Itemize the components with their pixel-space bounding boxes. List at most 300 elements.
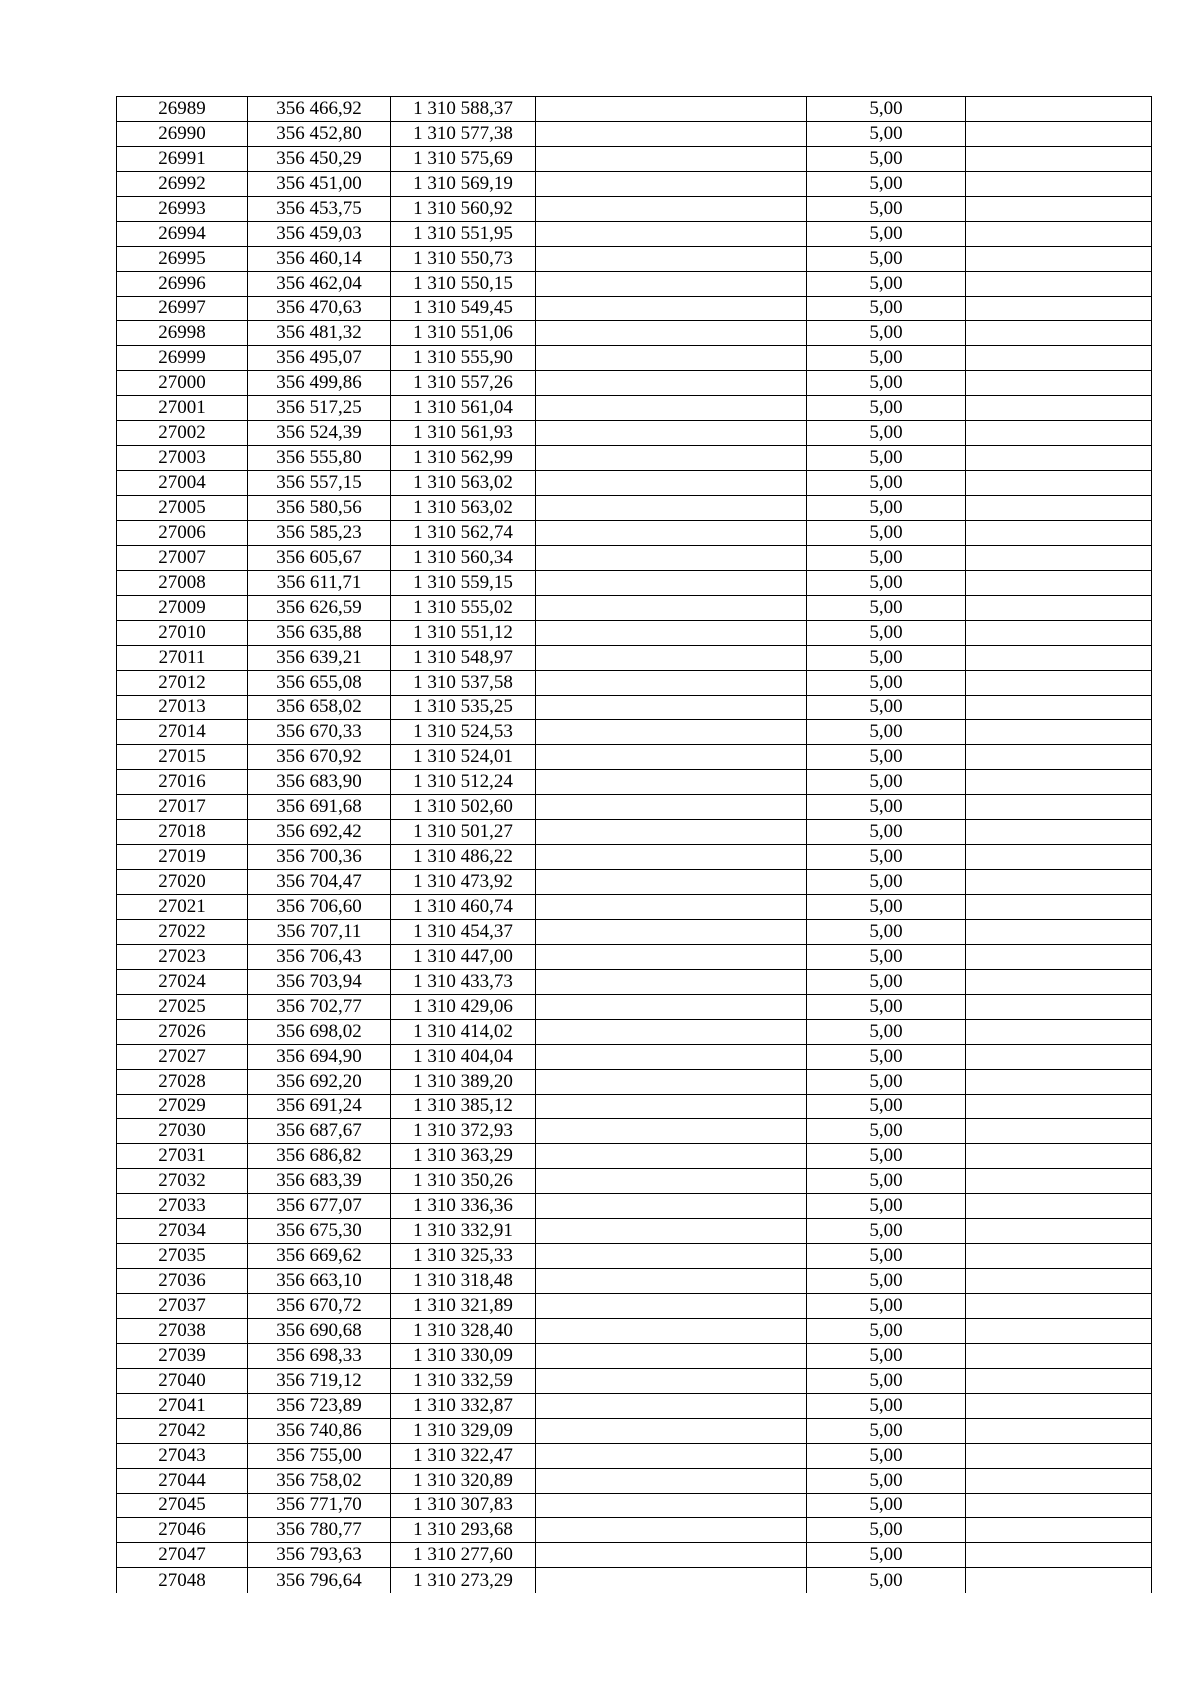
table-row <box>117 670 1152 695</box>
x-coordinate-cell: 356 517,25 <box>248 396 391 421</box>
empty-cell <box>966 895 1152 920</box>
empty-cell <box>966 321 1152 346</box>
value-cell: 5,00 <box>807 1418 966 1443</box>
table-row <box>117 695 1152 720</box>
y-coordinate-cell: 1 310 429,06 <box>391 994 536 1019</box>
table-row <box>117 146 1152 171</box>
value-cell: 5,00 <box>807 1169 966 1194</box>
table-row <box>117 770 1152 795</box>
table-row <box>117 994 1152 1019</box>
coordinates-table <box>116 96 1152 1593</box>
x-coordinate-cell: 356 677,07 <box>248 1194 391 1219</box>
y-coordinate-cell: 1 310 332,91 <box>391 1219 536 1244</box>
y-coordinate-cell: 1 310 486,22 <box>391 845 536 870</box>
point-number-cell: 27022 <box>117 919 248 944</box>
table-row <box>117 545 1152 570</box>
point-number-cell: 27042 <box>117 1418 248 1443</box>
table-row <box>117 1144 1152 1169</box>
value-cell: 5,00 <box>807 1468 966 1493</box>
x-coordinate-cell: 356 704,47 <box>248 870 391 895</box>
x-coordinate-cell: 356 702,77 <box>248 994 391 1019</box>
x-coordinate-cell: 356 470,63 <box>248 296 391 321</box>
x-coordinate-cell: 356 626,59 <box>248 595 391 620</box>
empty-cell <box>536 795 807 820</box>
y-coordinate-cell: 1 310 320,89 <box>391 1468 536 1493</box>
empty-cell <box>966 1144 1152 1169</box>
point-number-cell: 26996 <box>117 271 248 296</box>
table-row <box>117 969 1152 994</box>
point-number-cell: 27033 <box>117 1194 248 1219</box>
point-number-cell: 26990 <box>117 121 248 146</box>
table-row <box>117 570 1152 595</box>
x-coordinate-cell: 356 683,90 <box>248 770 391 795</box>
point-number-cell: 27018 <box>117 820 248 845</box>
x-coordinate-cell: 356 703,94 <box>248 969 391 994</box>
empty-cell <box>536 171 807 196</box>
table-row <box>117 1543 1152 1568</box>
point-number-cell: 27025 <box>117 994 248 1019</box>
value-cell: 5,00 <box>807 1144 966 1169</box>
empty-cell <box>966 1194 1152 1219</box>
table-row <box>117 1393 1152 1418</box>
value-cell: 5,00 <box>807 171 966 196</box>
value-cell: 5,00 <box>807 620 966 645</box>
x-coordinate-cell: 356 691,68 <box>248 795 391 820</box>
value-cell: 5,00 <box>807 1044 966 1069</box>
value-cell: 5,00 <box>807 919 966 944</box>
empty-cell <box>966 745 1152 770</box>
point-number-cell: 27006 <box>117 520 248 545</box>
value-cell: 5,00 <box>807 845 966 870</box>
x-coordinate-cell: 356 694,90 <box>248 1044 391 1069</box>
empty-cell <box>966 1518 1152 1543</box>
table-row <box>117 171 1152 196</box>
value-cell: 5,00 <box>807 1294 966 1319</box>
y-coordinate-cell: 1 310 389,20 <box>391 1069 536 1094</box>
table-row <box>117 645 1152 670</box>
value-cell: 5,00 <box>807 520 966 545</box>
empty-cell <box>536 895 807 920</box>
y-coordinate-cell: 1 310 550,15 <box>391 271 536 296</box>
point-number-cell: 27003 <box>117 446 248 471</box>
empty-cell <box>966 1169 1152 1194</box>
value-cell: 5,00 <box>807 1343 966 1368</box>
value-cell: 5,00 <box>807 645 966 670</box>
point-number-cell: 27038 <box>117 1318 248 1343</box>
point-number-cell: 27036 <box>117 1269 248 1294</box>
x-coordinate-cell: 356 698,33 <box>248 1343 391 1368</box>
x-coordinate-cell: 356 451,00 <box>248 171 391 196</box>
value-cell: 5,00 <box>807 895 966 920</box>
point-number-cell: 27047 <box>117 1543 248 1568</box>
x-coordinate-cell: 356 555,80 <box>248 446 391 471</box>
value-cell: 5,00 <box>807 496 966 521</box>
point-number-cell: 26994 <box>117 221 248 246</box>
x-coordinate-cell: 356 460,14 <box>248 246 391 271</box>
y-coordinate-cell: 1 310 555,90 <box>391 346 536 371</box>
y-coordinate-cell: 1 310 293,68 <box>391 1518 536 1543</box>
y-coordinate-cell: 1 310 350,26 <box>391 1169 536 1194</box>
empty-cell <box>536 246 807 271</box>
empty-cell <box>966 670 1152 695</box>
y-coordinate-cell: 1 310 454,37 <box>391 919 536 944</box>
empty-cell <box>966 1318 1152 1343</box>
empty-cell <box>536 944 807 969</box>
x-coordinate-cell: 356 481,32 <box>248 321 391 346</box>
empty-cell <box>966 1119 1152 1144</box>
empty-cell <box>536 620 807 645</box>
empty-cell <box>536 720 807 745</box>
y-coordinate-cell: 1 310 524,01 <box>391 745 536 770</box>
x-coordinate-cell: 356 670,72 <box>248 1294 391 1319</box>
y-coordinate-cell: 1 310 332,87 <box>391 1393 536 1418</box>
empty-cell <box>536 1094 807 1119</box>
table-row <box>117 1044 1152 1069</box>
x-coordinate-cell: 356 580,56 <box>248 496 391 521</box>
y-coordinate-cell: 1 310 385,12 <box>391 1094 536 1119</box>
y-coordinate-cell: 1 310 557,26 <box>391 371 536 396</box>
empty-cell <box>536 321 807 346</box>
x-coordinate-cell: 356 658,02 <box>248 695 391 720</box>
table-row <box>117 1568 1152 1593</box>
point-number-cell: 27048 <box>117 1568 248 1593</box>
empty-cell <box>536 1393 807 1418</box>
x-coordinate-cell: 356 670,92 <box>248 745 391 770</box>
x-coordinate-cell: 356 686,82 <box>248 1144 391 1169</box>
empty-cell <box>536 1144 807 1169</box>
empty-cell <box>966 1269 1152 1294</box>
empty-cell <box>966 271 1152 296</box>
empty-cell <box>536 1169 807 1194</box>
point-number-cell: 27029 <box>117 1094 248 1119</box>
empty-cell <box>536 1343 807 1368</box>
x-coordinate-cell: 356 706,60 <box>248 895 391 920</box>
empty-cell <box>966 720 1152 745</box>
point-number-cell: 26993 <box>117 196 248 221</box>
empty-cell <box>536 1244 807 1269</box>
table-row <box>117 820 1152 845</box>
value-cell: 5,00 <box>807 446 966 471</box>
point-number-cell: 26995 <box>117 246 248 271</box>
point-number-cell: 27019 <box>117 845 248 870</box>
table-row <box>117 1019 1152 1044</box>
y-coordinate-cell: 1 310 569,19 <box>391 171 536 196</box>
table-row <box>117 1468 1152 1493</box>
empty-cell <box>966 1244 1152 1269</box>
empty-cell <box>536 845 807 870</box>
table-row <box>117 321 1152 346</box>
x-coordinate-cell: 356 698,02 <box>248 1019 391 1044</box>
table-row <box>117 520 1152 545</box>
table-row <box>117 196 1152 221</box>
y-coordinate-cell: 1 310 560,34 <box>391 545 536 570</box>
value-cell: 5,00 <box>807 994 966 1019</box>
empty-cell <box>536 121 807 146</box>
point-number-cell: 27024 <box>117 969 248 994</box>
empty-cell <box>966 1543 1152 1568</box>
empty-cell <box>966 570 1152 595</box>
x-coordinate-cell: 356 663,10 <box>248 1269 391 1294</box>
y-coordinate-cell: 1 310 551,06 <box>391 321 536 346</box>
value-cell: 5,00 <box>807 969 966 994</box>
y-coordinate-cell: 1 310 512,24 <box>391 770 536 795</box>
empty-cell <box>966 1443 1152 1468</box>
point-number-cell: 27037 <box>117 1294 248 1319</box>
empty-cell <box>966 695 1152 720</box>
value-cell: 5,00 <box>807 196 966 221</box>
empty-cell <box>966 919 1152 944</box>
empty-cell <box>536 595 807 620</box>
empty-cell <box>536 146 807 171</box>
x-coordinate-cell: 356 459,03 <box>248 221 391 246</box>
x-coordinate-cell: 356 524,39 <box>248 421 391 446</box>
point-number-cell: 27000 <box>117 371 248 396</box>
point-number-cell: 27012 <box>117 670 248 695</box>
empty-cell <box>536 1269 807 1294</box>
table-row <box>117 1343 1152 1368</box>
empty-cell <box>536 1219 807 1244</box>
y-coordinate-cell: 1 310 555,02 <box>391 595 536 620</box>
point-number-cell: 27032 <box>117 1169 248 1194</box>
point-number-cell: 27040 <box>117 1368 248 1393</box>
y-coordinate-cell: 1 310 575,69 <box>391 146 536 171</box>
value-cell: 5,00 <box>807 371 966 396</box>
table-row <box>117 1368 1152 1393</box>
value-cell: 5,00 <box>807 421 966 446</box>
table-row <box>117 271 1152 296</box>
y-coordinate-cell: 1 310 325,33 <box>391 1244 536 1269</box>
empty-cell <box>966 1343 1152 1368</box>
empty-cell <box>536 396 807 421</box>
table-row <box>117 496 1152 521</box>
x-coordinate-cell: 356 692,20 <box>248 1069 391 1094</box>
point-number-cell: 27034 <box>117 1219 248 1244</box>
value-cell: 5,00 <box>807 820 966 845</box>
empty-cell <box>966 221 1152 246</box>
y-coordinate-cell: 1 310 277,60 <box>391 1543 536 1568</box>
x-coordinate-cell: 356 707,11 <box>248 919 391 944</box>
x-coordinate-cell: 356 675,30 <box>248 1219 391 1244</box>
empty-cell <box>536 446 807 471</box>
value-cell: 5,00 <box>807 1094 966 1119</box>
y-coordinate-cell: 1 310 537,58 <box>391 670 536 695</box>
empty-cell <box>966 595 1152 620</box>
empty-cell <box>966 396 1152 421</box>
value-cell: 5,00 <box>807 471 966 496</box>
x-coordinate-cell: 356 453,75 <box>248 196 391 221</box>
y-coordinate-cell: 1 310 562,74 <box>391 520 536 545</box>
value-cell: 5,00 <box>807 1318 966 1343</box>
y-coordinate-cell: 1 310 363,29 <box>391 1144 536 1169</box>
value-cell: 5,00 <box>807 1543 966 1568</box>
value-cell: 5,00 <box>807 1069 966 1094</box>
x-coordinate-cell: 356 691,24 <box>248 1094 391 1119</box>
table-row <box>117 1518 1152 1543</box>
empty-cell <box>536 271 807 296</box>
value-cell: 5,00 <box>807 720 966 745</box>
y-coordinate-cell: 1 310 548,97 <box>391 645 536 670</box>
table-row <box>117 745 1152 770</box>
table-row <box>117 471 1152 496</box>
empty-cell <box>536 545 807 570</box>
empty-cell <box>966 1493 1152 1518</box>
x-coordinate-cell: 356 452,80 <box>248 121 391 146</box>
x-coordinate-cell: 356 719,12 <box>248 1368 391 1393</box>
value-cell: 5,00 <box>807 1219 966 1244</box>
empty-cell <box>966 296 1152 321</box>
x-coordinate-cell: 356 723,89 <box>248 1393 391 1418</box>
x-coordinate-cell: 356 793,63 <box>248 1543 391 1568</box>
table-row <box>117 1219 1152 1244</box>
table-row <box>117 620 1152 645</box>
y-coordinate-cell: 1 310 501,27 <box>391 820 536 845</box>
y-coordinate-cell: 1 310 535,25 <box>391 695 536 720</box>
empty-cell <box>966 496 1152 521</box>
table-row <box>117 595 1152 620</box>
empty-cell <box>966 770 1152 795</box>
value-cell: 5,00 <box>807 246 966 271</box>
y-coordinate-cell: 1 310 549,45 <box>391 296 536 321</box>
value-cell: 5,00 <box>807 121 966 146</box>
empty-cell <box>966 1044 1152 1069</box>
point-number-cell: 26998 <box>117 321 248 346</box>
empty-cell <box>966 1468 1152 1493</box>
y-coordinate-cell: 1 310 561,93 <box>391 421 536 446</box>
point-number-cell: 27039 <box>117 1343 248 1368</box>
table-row <box>117 1269 1152 1294</box>
point-number-cell: 27031 <box>117 1144 248 1169</box>
y-coordinate-cell: 1 310 447,00 <box>391 944 536 969</box>
empty-cell <box>536 645 807 670</box>
empty-cell <box>536 745 807 770</box>
empty-cell <box>966 870 1152 895</box>
x-coordinate-cell: 356 755,00 <box>248 1443 391 1468</box>
empty-cell <box>536 496 807 521</box>
y-coordinate-cell: 1 310 372,93 <box>391 1119 536 1144</box>
empty-cell <box>966 944 1152 969</box>
y-coordinate-cell: 1 310 322,47 <box>391 1443 536 1468</box>
empty-cell <box>536 919 807 944</box>
x-coordinate-cell: 356 690,68 <box>248 1318 391 1343</box>
empty-cell <box>966 471 1152 496</box>
y-coordinate-cell: 1 310 330,09 <box>391 1343 536 1368</box>
point-number-cell: 27044 <box>117 1468 248 1493</box>
empty-cell <box>536 1468 807 1493</box>
empty-cell <box>966 371 1152 396</box>
point-number-cell: 27046 <box>117 1518 248 1543</box>
value-cell: 5,00 <box>807 1443 966 1468</box>
x-coordinate-cell: 356 450,29 <box>248 146 391 171</box>
y-coordinate-cell: 1 310 551,95 <box>391 221 536 246</box>
table-row <box>117 1069 1152 1094</box>
value-cell: 5,00 <box>807 346 966 371</box>
value-cell: 5,00 <box>807 1269 966 1294</box>
table-row <box>117 1244 1152 1269</box>
empty-cell <box>536 196 807 221</box>
table-row <box>117 944 1152 969</box>
x-coordinate-cell: 356 466,92 <box>248 97 391 122</box>
point-number-cell: 27035 <box>117 1244 248 1269</box>
y-coordinate-cell: 1 310 559,15 <box>391 570 536 595</box>
empty-cell <box>966 1568 1152 1593</box>
value-cell: 5,00 <box>807 1019 966 1044</box>
empty-cell <box>966 1019 1152 1044</box>
x-coordinate-cell: 356 635,88 <box>248 620 391 645</box>
x-coordinate-cell: 356 557,15 <box>248 471 391 496</box>
y-coordinate-cell: 1 310 414,02 <box>391 1019 536 1044</box>
table-row <box>117 720 1152 745</box>
y-coordinate-cell: 1 310 502,60 <box>391 795 536 820</box>
empty-cell <box>536 670 807 695</box>
x-coordinate-cell: 356 495,07 <box>248 346 391 371</box>
value-cell: 5,00 <box>807 146 966 171</box>
value-cell: 5,00 <box>807 396 966 421</box>
value-cell: 5,00 <box>807 1244 966 1269</box>
y-coordinate-cell: 1 310 404,04 <box>391 1044 536 1069</box>
table-row <box>117 1094 1152 1119</box>
empty-cell <box>966 520 1152 545</box>
value-cell: 5,00 <box>807 695 966 720</box>
y-coordinate-cell: 1 310 321,89 <box>391 1294 536 1319</box>
value-cell: 5,00 <box>807 321 966 346</box>
empty-cell <box>966 196 1152 221</box>
empty-cell <box>966 1368 1152 1393</box>
point-number-cell: 27028 <box>117 1069 248 1094</box>
point-number-cell: 26997 <box>117 296 248 321</box>
point-number-cell: 26991 <box>117 146 248 171</box>
table-row <box>117 1119 1152 1144</box>
point-number-cell: 27021 <box>117 895 248 920</box>
point-number-cell: 27015 <box>117 745 248 770</box>
y-coordinate-cell: 1 310 473,92 <box>391 870 536 895</box>
x-coordinate-cell: 356 605,67 <box>248 545 391 570</box>
value-cell: 5,00 <box>807 97 966 122</box>
table-row <box>117 1318 1152 1343</box>
value-cell: 5,00 <box>807 570 966 595</box>
empty-cell <box>536 820 807 845</box>
empty-cell <box>536 346 807 371</box>
x-coordinate-cell: 356 771,70 <box>248 1493 391 1518</box>
table-row <box>117 870 1152 895</box>
x-coordinate-cell: 356 687,67 <box>248 1119 391 1144</box>
point-number-cell: 27013 <box>117 695 248 720</box>
point-number-cell: 27005 <box>117 496 248 521</box>
x-coordinate-cell: 356 611,71 <box>248 570 391 595</box>
x-coordinate-cell: 356 740,86 <box>248 1418 391 1443</box>
table-row <box>117 246 1152 271</box>
empty-cell <box>536 969 807 994</box>
empty-cell <box>536 371 807 396</box>
point-number-cell: 27007 <box>117 545 248 570</box>
empty-cell <box>536 97 807 122</box>
point-number-cell: 27008 <box>117 570 248 595</box>
y-coordinate-cell: 1 310 563,02 <box>391 471 536 496</box>
table-row <box>117 1443 1152 1468</box>
x-coordinate-cell: 356 655,08 <box>248 670 391 695</box>
y-coordinate-cell: 1 310 329,09 <box>391 1418 536 1443</box>
empty-cell <box>536 770 807 795</box>
y-coordinate-cell: 1 310 336,36 <box>391 1194 536 1219</box>
value-cell: 5,00 <box>807 770 966 795</box>
point-number-cell: 26989 <box>117 97 248 122</box>
empty-cell <box>966 1219 1152 1244</box>
y-coordinate-cell: 1 310 561,04 <box>391 396 536 421</box>
table-row <box>117 895 1152 920</box>
empty-cell <box>536 1044 807 1069</box>
x-coordinate-cell: 356 700,36 <box>248 845 391 870</box>
y-coordinate-cell: 1 310 563,02 <box>391 496 536 521</box>
value-cell: 5,00 <box>807 1518 966 1543</box>
